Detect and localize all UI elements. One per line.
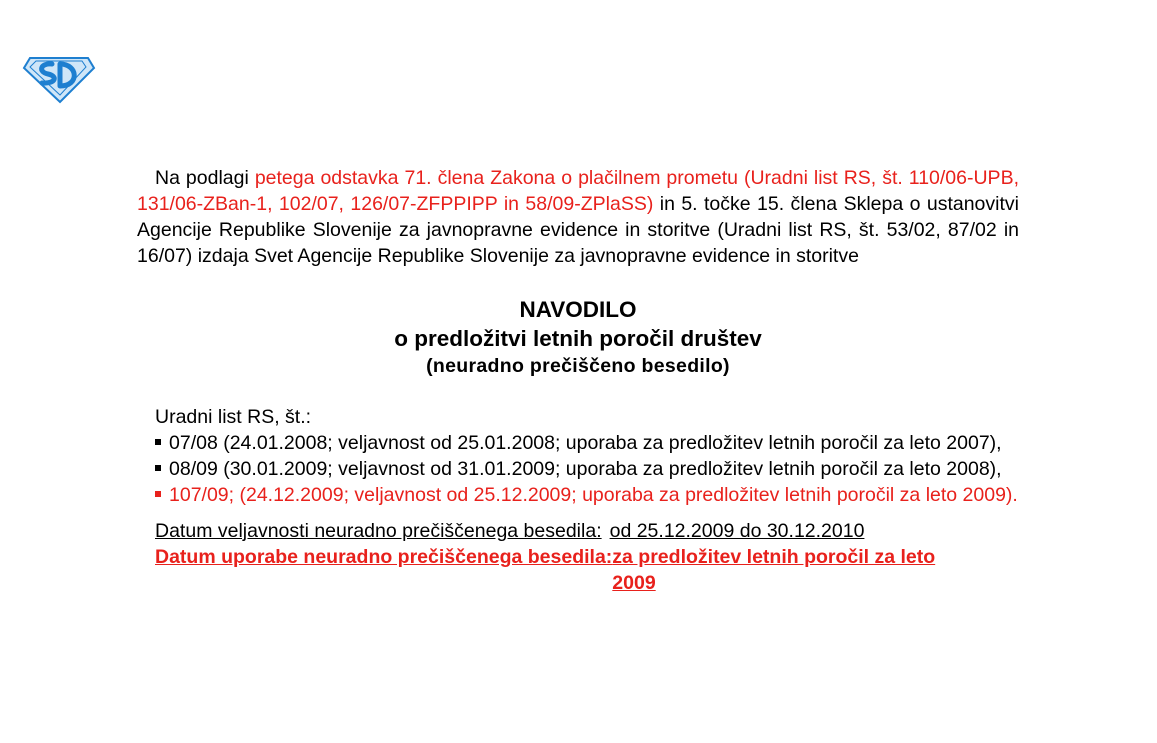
validity-label: Datum veljavnosti neuradno prečiščenega besedila: — [155, 520, 602, 542]
bullet-icon — [155, 491, 161, 497]
validity-value: od 25.12.2009 do 30.12.2010 — [609, 520, 865, 542]
intro-paragraph — [137, 165, 1019, 269]
list-item-text: 107/09; (24.12.2009; veljavnost od 25.12.2009; uporaba za predložitev letnih poročil za leto 2009). — [169, 484, 1018, 506]
dates-block — [137, 518, 1019, 596]
intro-text-1: Na podlagi — [155, 167, 255, 189]
intro-legal-reference: petega odstavka 71. člena Zakona o plačilnem prometu (Uradni list RS, št. 110/06-UPB, 131/06-ZBan-1, 102/07, 126/07-ZFPPIPP in 58/09-ZPlaSS) — [137, 167, 1019, 215]
bullet-icon — [155, 439, 161, 445]
list-item — [137, 456, 1019, 482]
list-item-text: 07/08 (24.01.2008; veljavnost od 25.01.2008; uporaba za predložitev letnih poročil za leto 2007), — [169, 432, 1002, 454]
document-body — [137, 165, 1019, 596]
list-item-text: 08/09 (30.01.2009; veljavnost od 31.01.2009; uporaba za predložitev letnih poročil za leto 2008), — [169, 458, 1002, 480]
bullet-icon — [155, 465, 161, 471]
list-item — [137, 482, 1019, 508]
document-subtitle: o predložitvi letnih poročil društev — [394, 326, 762, 351]
validity-row — [155, 518, 1019, 544]
usage-value: za predložitev letnih poročil za leto 2009 — [612, 546, 936, 594]
list-item — [137, 430, 1019, 456]
document-subtitle-note: (neuradno prečiščeno besedilo) — [426, 355, 730, 377]
sd-logo-icon — [22, 50, 96, 104]
document-title: NAVODILO — [519, 297, 637, 322]
usage-row — [155, 544, 1019, 596]
usage-label: Datum uporabe neuradno prečiščenega besedila: — [155, 546, 613, 568]
uradni-list-heading: Uradni list RS, št.: — [155, 406, 312, 428]
intro-text-2: in 5. točke 15. člena Sklepa o ustanovitvi Agencije Republike Slovenije za javnopravne evidence in storitve (Uradni list RS, št. 53/02, 87/02 in 16/07) izdaja Svet Agencije Republike Slovenije za javnopravne evidence in storitve — [137, 193, 1019, 267]
title-block — [137, 295, 1019, 380]
